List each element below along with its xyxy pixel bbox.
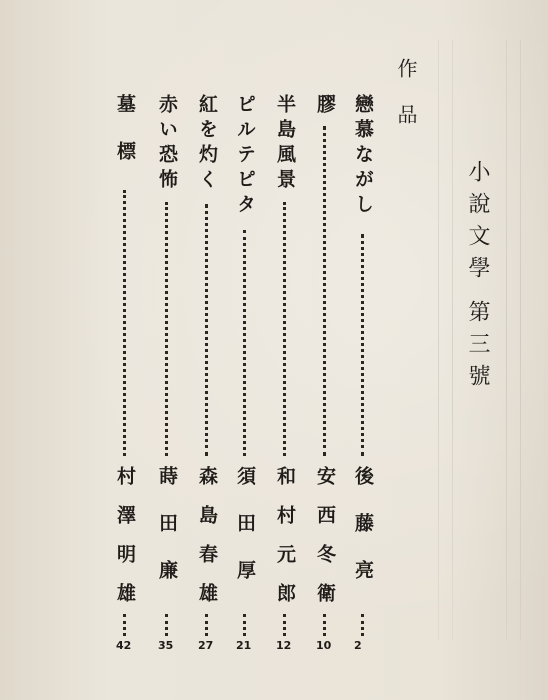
- dot-leader: [243, 230, 250, 456]
- section-heading: 作品: [394, 58, 418, 150]
- dot-leader: [283, 614, 290, 636]
- dot-leader: [283, 202, 290, 456]
- entry-page-number: 10: [316, 639, 332, 652]
- dot-leader: [323, 614, 330, 636]
- dot-leader: [123, 190, 130, 456]
- entry-title: 膠: [314, 94, 336, 119]
- toc-entry[interactable]: [112, 94, 142, 654]
- dot-leader: [205, 614, 212, 636]
- entry-page-number: 42: [116, 639, 132, 652]
- dot-leader: [123, 614, 130, 636]
- toc-entry[interactable]: [312, 94, 342, 654]
- entry-author: 安西冬衛: [314, 466, 336, 622]
- bleed-through-line: [452, 40, 453, 640]
- entry-author: 須田厚: [234, 466, 256, 607]
- dot-leader: [205, 204, 212, 456]
- entry-author: 蒔田廉: [156, 466, 178, 607]
- dot-leader: [165, 202, 172, 456]
- entry-page-number: 2: [354, 639, 362, 652]
- dot-leader: [243, 614, 250, 636]
- bleed-through-line: [438, 40, 439, 640]
- dot-leader: [165, 614, 172, 636]
- journal-issue: 第三號: [465, 300, 490, 396]
- entry-author: 村澤明雄: [114, 466, 136, 622]
- toc-entry[interactable]: [350, 94, 380, 654]
- dot-leader: [361, 234, 368, 456]
- journal-title: 小說文學: [465, 160, 490, 288]
- toc-entry[interactable]: [154, 94, 184, 654]
- entry-title: ピルテピタ: [234, 94, 256, 219]
- dot-leader: [323, 126, 330, 456]
- entry-author: 後藤亮: [352, 466, 374, 607]
- entry-page-number: 27: [198, 639, 214, 652]
- entry-title: 半島風景: [274, 94, 296, 194]
- toc-entry[interactable]: [272, 94, 302, 654]
- dot-leader: [361, 614, 368, 636]
- toc-entry[interactable]: [232, 94, 262, 654]
- entry-author: 和村元郎: [274, 466, 296, 622]
- entry-title: 墓標: [114, 94, 136, 188]
- entry-author: 森島春雄: [196, 466, 218, 622]
- entry-title: 戀慕ながし: [352, 94, 374, 219]
- entry-page-number: 21: [236, 639, 252, 652]
- bleed-through-line: [506, 40, 507, 640]
- entry-title: 赤い恐怖: [156, 94, 178, 194]
- toc-entry[interactable]: [194, 94, 224, 654]
- entry-title: 紅を灼く: [196, 94, 218, 194]
- entry-page-number: 12: [276, 639, 292, 652]
- bleed-through-line: [520, 40, 521, 640]
- entry-page-number: 35: [158, 639, 174, 652]
